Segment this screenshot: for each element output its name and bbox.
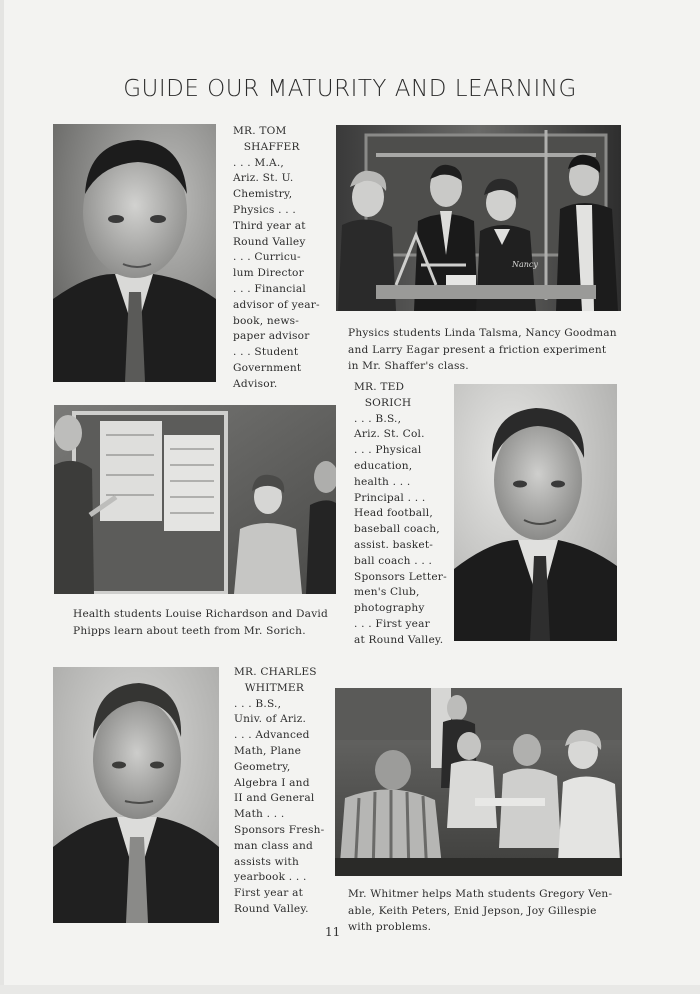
bio-line: education, [354,459,413,472]
bio-line: II and General [234,792,315,805]
shirt-lettering: Nancy [512,260,538,269]
bio-line: Round Valley. [234,902,309,915]
bio-line: book, news- [233,314,300,327]
physics-class-photo [336,125,621,311]
bio-line: ball coach . . . [354,554,433,567]
bio-line: yearbook . . . [234,871,307,884]
bio-line: Government [233,361,302,374]
bio-line: lum Director [233,267,304,280]
bio-line: . . . First year [354,617,430,630]
bio-line: baseball coach, [354,523,440,536]
bio-line: men's Club, [354,586,420,599]
bio-line: man class and [234,839,313,852]
shaffer-portrait-photo [53,124,216,382]
bio-line: . . . Curricu- [233,251,301,264]
page-edge [0,985,700,994]
bio-line: . . . Physical [354,444,422,457]
bio-line: First year at [234,887,304,900]
bio-line: MR. CHARLES [234,666,317,678]
bio-line: . . . B.S., [354,412,402,425]
bio-line: MR. TED [354,381,405,393]
health-class-photo [54,405,336,594]
shaffer-bio [233,124,320,393]
bio-line: Math, Plane [234,744,302,757]
math-class-photo [335,688,622,876]
bio-line: Univ. of Ariz. [234,713,307,726]
bio-line: photography [354,602,425,615]
bio-line: . . . Student [233,346,299,359]
whitmer-bio [234,665,324,918]
bio-line: Principal . . . [354,491,426,504]
bio-line: Algebra I and [234,776,310,789]
bio-line: SORICH [354,396,412,409]
bio-line: . . . Financial [233,282,306,295]
bio-line: Sponsors Letter- [354,570,447,583]
page-title: GUIDE OUR MATURITY AND LEARNING [123,76,577,102]
bio-line: Third year at [233,219,306,232]
bio-line: MR. TOM [233,125,287,137]
bio-line: WHITMER [234,681,305,694]
bio-line: Physics . . . [233,203,296,216]
math-caption: Mr. Whitmer helps Math students Gregory Ven-able, Keith Peters, Enid Jepson, Joy Gillespie with problems. [348,888,613,933]
bio-line: . . . M.A., [233,156,285,169]
bio-line: paper advisor [233,330,310,343]
bio-line: Advisor. [233,377,278,390]
bio-line: Math . . . [234,808,285,821]
bio-line: Chemistry, [233,188,293,201]
physics-caption: Physics students Linda Talsma, Nancy Goodman and Larry Eagar present a friction experiment in Mr. Shaffer's class. [348,327,617,372]
health-caption: Health students Louise Richardson and David Phipps learn about teeth from Mr. Sorich. [73,608,328,637]
sorich-portrait-photo [454,384,617,641]
bio-line: assist. basket- [354,538,434,551]
whitmer-portrait-photo [53,667,219,923]
sorich-bio [354,380,447,649]
bio-line: assists with [234,855,300,868]
bio-line: at Round Valley. [354,633,444,646]
bio-line: SHAFFER [233,140,300,153]
bio-line: . . . Advanced [234,729,310,742]
bio-line: advisor of year- [233,298,320,311]
page-number: 11 [325,925,341,939]
bio-line: Round Valley [233,235,306,248]
bio-line: health . . . [354,475,411,488]
bio-line: Ariz. St. U. [233,172,294,185]
bio-line: Sponsors Fresh- [234,823,325,836]
bio-line: Ariz. St. Col. [354,428,425,441]
bio-line: Head football, [354,507,433,520]
bio-line: . . . B.S., [234,697,282,710]
page-edge [0,0,4,994]
bio-line: Geometry, [234,760,291,773]
